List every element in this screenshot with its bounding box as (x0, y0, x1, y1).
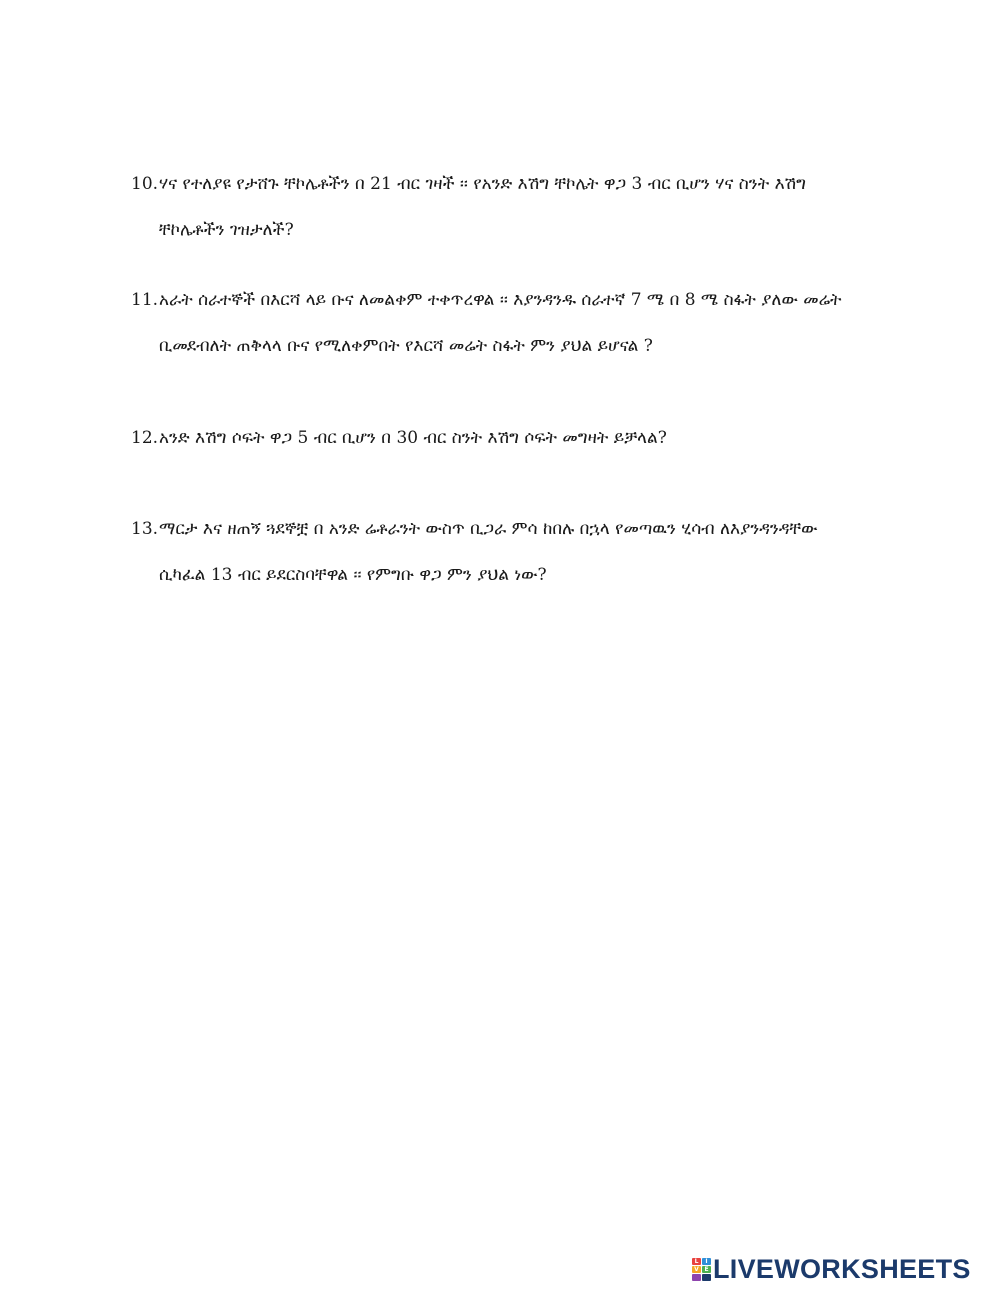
question-number: 13. (131, 519, 159, 539)
question-12-line-1 (131, 415, 891, 461)
question-number: 10. (131, 174, 159, 194)
question-10-line-1 (131, 161, 891, 207)
question-10 (131, 161, 891, 253)
question-number: 11. (131, 290, 159, 310)
question-text: አንድ እሽግ ሶፍት ዋጋ 5 ብር ቢሆን በ 30 ብር ስንት እሽግ ሶፍት መግዛት ይቻላል? (159, 428, 667, 448)
question-11-line-1 (131, 277, 891, 323)
question-13-line-1 (131, 506, 891, 552)
logo-tile: L (692, 1258, 701, 1265)
logo-tile (702, 1274, 711, 1281)
question-13 (131, 506, 891, 598)
liveworksheets-logo-icon (692, 1258, 710, 1280)
question-12 (131, 415, 891, 461)
question-10-line-2: ቸኮሌቶችን ገዝታለች? (159, 220, 294, 240)
liveworksheets-logo-text: LIVEWORKSHEETS (713, 1254, 971, 1284)
question-number: 12. (131, 428, 159, 448)
logo-tile (692, 1274, 701, 1281)
question-text: ማርታ እና ዘጠኝ ጓደኞቿ በ አንድ ሬቶራንት ውስጥ ቢጋራ ምሳ ከበሉ በኋላ የመጣዉን ሂሳብ ለእያንዳንዳቸው (159, 519, 818, 539)
liveworksheets-logo[interactable] (692, 1256, 971, 1282)
logo-tile: I (702, 1258, 711, 1265)
logo-tile: E (702, 1266, 711, 1273)
question-text: ሃና የተለያዩ የታሸጉ ቸኮሌቶችን በ 21 ብር ገዛች ፡፡ የአንድ እሽግ ቸኮሌት ዋጋ 3 ብር ቢሆን ሃና ስንት እሽግ (159, 174, 806, 194)
question-text: አራት ሰራተኞች በእርሻ ላይ ቡና ለመልቀም ተቀጥረዋል ፡፡ እያንዳንዱ ሰራተኛ 7 ሜ በ 8 ሜ ስፋት ያለው መሬት (159, 290, 842, 310)
logo-tile: V (692, 1266, 701, 1273)
question-11-line-2: ቢመደብለት ጠቅላላ ቡና የሚለቀምበት የእርሻ መሬት ስፋት ምን ያህል ይሆናል ? (159, 336, 653, 356)
question-11 (131, 277, 891, 369)
question-13-line-2: ሲካፈል 13 ብር ይደርስባቸዋል ፡፡ የምግቡ ዋጋ ምን ያህል ነው? (159, 565, 547, 585)
